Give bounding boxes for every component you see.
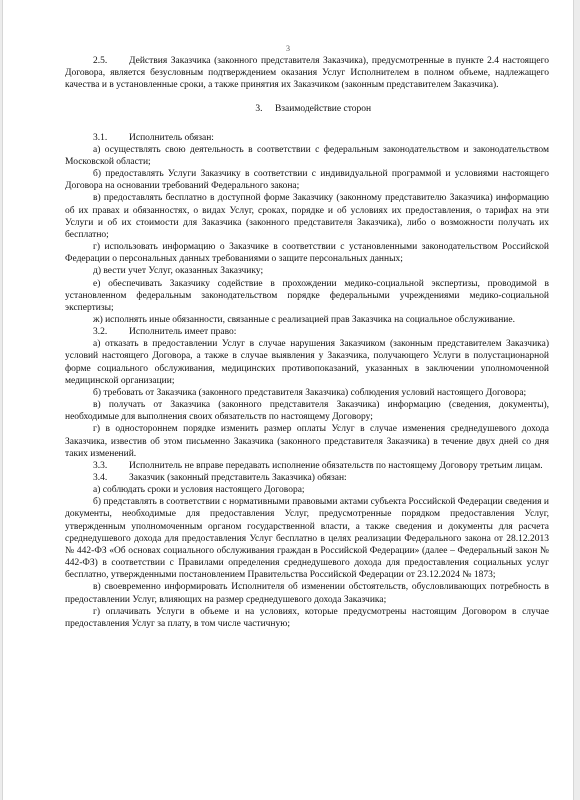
- list-item: г) в одностороннем порядке изменить размер оплаты Услуг в случае изменения среднедушевого дохода Заказчика, известив об этом письменно Заказчика (законного представителя Заказчика) в течение двух дней со дня таких изменений.: [65, 424, 549, 459]
- list-item: б) предоставлять Услуги Заказчику в соответствии с индивидуальной программой и условиями настоящего Договора на основании требований Федерального закона;: [65, 169, 549, 192]
- page-number: 3: [286, 44, 290, 53]
- list-item: а) отказать в предоставлении Услуг в случае нарушения Заказчиком (законным представителем Заказчика) условий настоящего Договора, а также в случае выявления у Заказчика, получающего Услуги в полустационарной форме социального обслуживания, медицинских противопоказаний, указанных в заключении уполномоченной медицинской организации;: [65, 339, 549, 386]
- list-item: д) вести учет Услуг, оказанных Заказчику;: [93, 266, 264, 277]
- section-heading: Взаимодействие сторон: [274, 104, 372, 115]
- clause-text: Исполнитель не вправе передавать исполнение обязательств по настоящему Договору третьим лицам.: [129, 460, 543, 471]
- clause-3-1-title: [65, 132, 549, 144]
- list-item: б) требовать от Заказчика (законного представителя Заказчика) соблюдения условий настоящего Договора;: [93, 387, 527, 398]
- clause-heading: Исполнитель имеет право:: [129, 327, 237, 338]
- clause-number: 3.1.: [93, 132, 108, 143]
- document-body: [65, 55, 549, 630]
- clause-number: 2.5.: [93, 56, 108, 66]
- clause-3-2-title: [65, 326, 549, 338]
- clause-3-4-title: [65, 472, 549, 484]
- list-item: а) соблюдать сроки и условия настоящего Договора;: [93, 485, 305, 496]
- section-title: [65, 103, 549, 115]
- list-item: в) предоставлять бесплатно в доступной форме Заказчику (законному представителю Заказчика) информацию об их правах и обязанностях, о видах Услуг, сроках, порядке и об условиях их предоставления, о тарифах на эти Услуги и об их стоимости для Заказчика (законного представителя Заказчика), либо о возможности получать их бесплатно;: [65, 193, 549, 240]
- list-item: е) обеспечивать Заказчику содействие в прохождении медико-социальной экспертизы, проводимой в установленном федеральным законодательством порядке федеральными учреждениями медико-социальной экспертизы;: [65, 278, 549, 313]
- list-item: в) своевременно информировать Исполнителя об изменении обстоятельств, обусловливающих потребность в предоставлении Услуг, влияющих на размер среднедушевого дохода Заказчика;: [65, 582, 549, 605]
- section-number: 3.: [255, 104, 263, 115]
- list-item: г) использовать информацию о Заказчике в соответствии с установленными законодательством Российской Федерации о персональных данных требованиями о защите персональных данных;: [65, 242, 549, 265]
- clause-number: 3.3.: [93, 460, 108, 471]
- list-item: в) получать от Заказчика (законного представителя Заказчика) информацию (сведения, документы), необходимые для выполнения своих обязательств по настоящему Договору;: [65, 400, 549, 423]
- list-item: а) осуществлять свою деятельность в соответствии с федеральным законодательством и законодательством Московской области;: [65, 144, 549, 167]
- list-item: б) представлять в соответствии с нормативными правовыми актами субъекта Российской Федерации сведения и документы, необходимые для предоставления Услуг, предусмотренные порядком предоставления Услуг, утвержденным уполномоченным органом государственной власти, а также сведения и документы для расчета среднедушевого дохода для предоставления Услуг бесплатно в целях реализации Федерального закона от 28.12.2013 № 442-ФЗ «Об основах социального обслуживания граждан в Российской Федерации» (далее – Федеральный закон № 442-ФЗ) в соответствии с Правилами определения среднедушевого дохода для предоставления социальных услуг бесплатно, утвержденными постановлением Правительства Российской Федерации от 23.12.2024 № 1873;: [65, 497, 549, 581]
- clause-number: 3.2.: [93, 327, 108, 338]
- clause-number: 3.4.: [93, 473, 108, 483]
- clause-heading: Заказчик (законный представитель Заказчика) обязан:: [129, 473, 347, 483]
- clause-text: Действия Заказчика (законного представителя Заказчика), предусмотренные в пункте 2.4 настоящего Договора, является безусловным подтверждением оказания Услуг Исполнителем в полном объеме, надлежащего качества и в установленные сроки, а также принятия их Заказчиком (законным представителем Заказчика).: [65, 56, 549, 91]
- clause-3-3: [65, 460, 549, 472]
- list-item: г) оплачивать Услуги в объеме и на условиях, которые предусмотрены настоящим Договором в случае предоставления Услуг за плату, в том числе частичную;: [65, 606, 549, 629]
- document-page: [2, 0, 574, 800]
- list-item: ж) исполнять иные обязанности, связанные с реализацией прав Заказчика на социальное обслуживание.: [93, 314, 515, 325]
- clause-2-5: [65, 55, 549, 91]
- clause-heading: Исполнитель обязан:: [129, 132, 214, 143]
